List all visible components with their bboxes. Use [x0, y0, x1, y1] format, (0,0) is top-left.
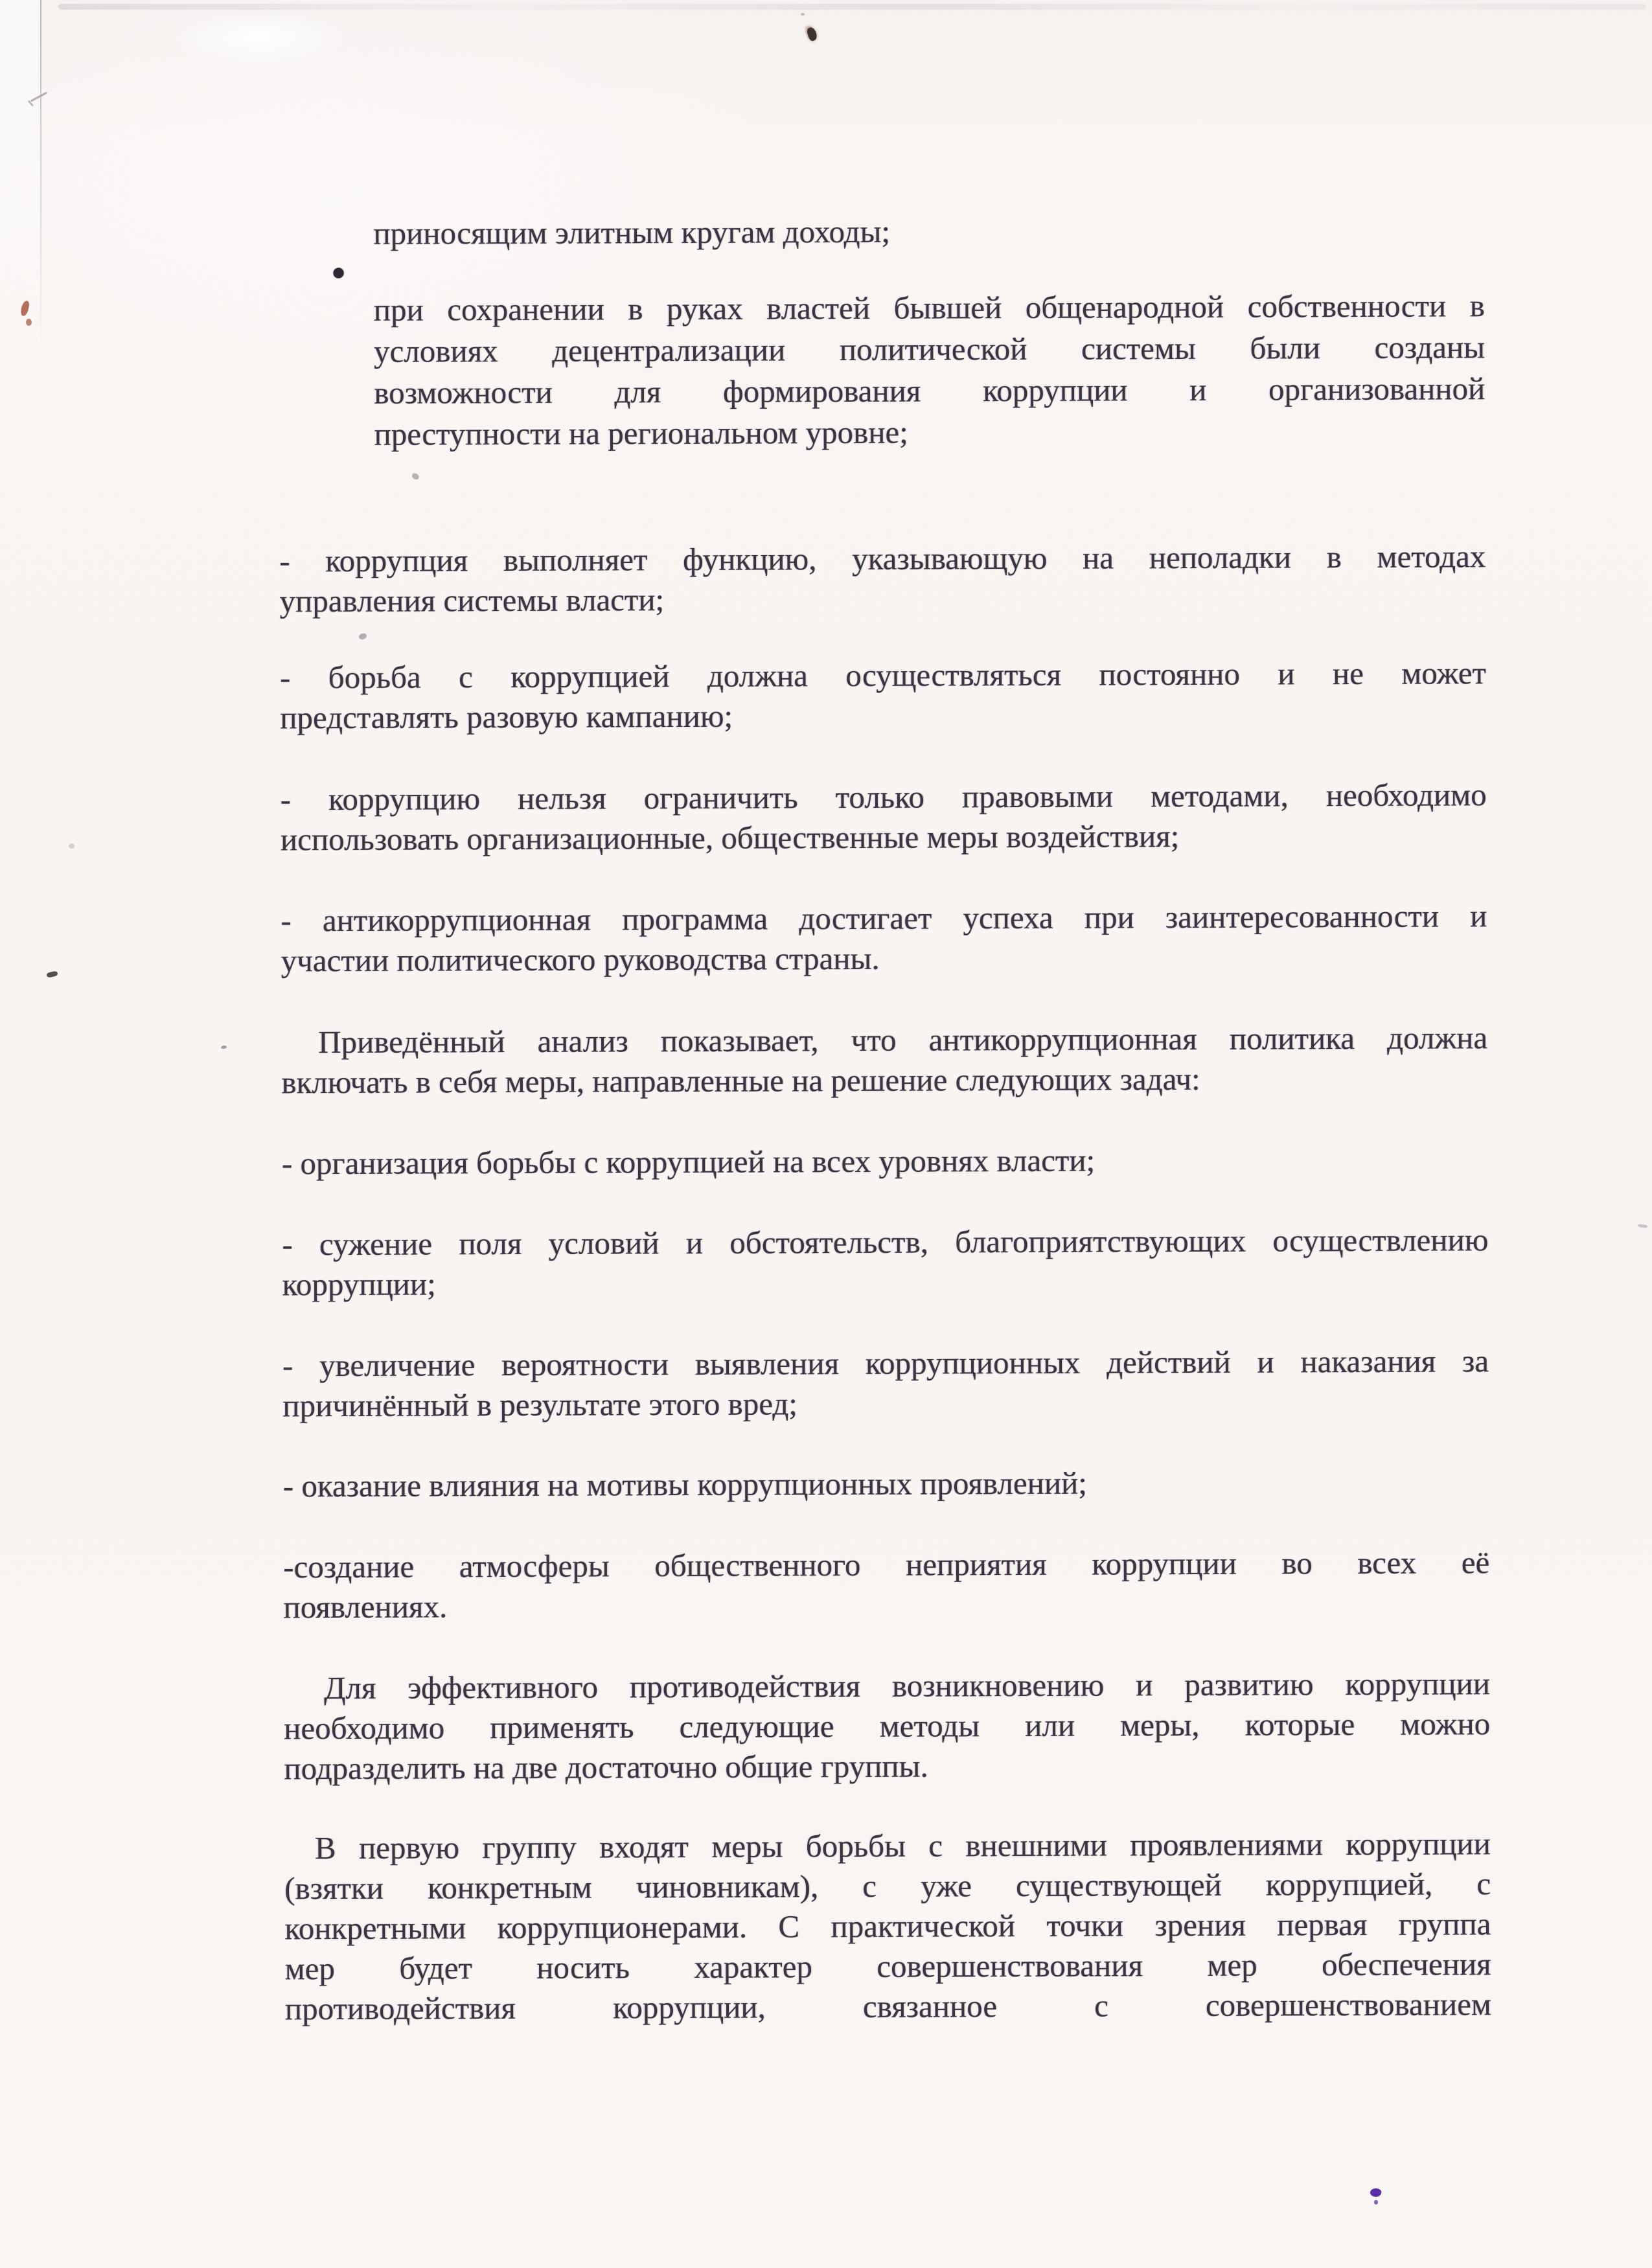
task-item-organization [282, 1139, 1488, 1184]
text-line: (взятки конкретным чиновникам), с уже существующей коррупцией, с [284, 1866, 1491, 1907]
text-line: Для эффективного противодействия возникновению и развитию коррупции [323, 1666, 1491, 1706]
text-line: участии политического руководства страны. [281, 940, 880, 979]
text-line: причинённый в результате этого вред; [282, 1386, 798, 1424]
text-line: подразделить на две достаточно общие группы. [284, 1748, 928, 1787]
text-line: возможности для формирования коррупции и организованной [374, 371, 1486, 411]
text-line: необходимо применять следующие методы или меры, которые можно [284, 1706, 1491, 1747]
text-line: появлениях. [283, 1588, 448, 1625]
text-line: - борьба с коррупцией должна осуществляться постоянно и не может [279, 655, 1487, 696]
bullet-list-item [374, 285, 1486, 455]
text-line: противодействия коррупции, связанное с совершенствованием [284, 1986, 1492, 2027]
text-line: коррупции; [282, 1266, 436, 1303]
text-line: - организация борьбы с коррупцией на всех уровнях власти; [281, 1142, 1096, 1182]
text-line: - коррупцию нельзя ограничить только правовыми методами, необходимо [280, 777, 1487, 818]
text-line: приносящим элитным кругам доходы; [373, 213, 891, 251]
text-line: мер будет носить характер совершенствования мер обеспечения [284, 1946, 1491, 1987]
text-line: использовать организационные, общественные меры воздействия; [280, 818, 1180, 858]
text-line: управления системы власти; [279, 582, 665, 619]
text-line: -создание атмосферы общественного неприятия коррупции во всех её [283, 1544, 1490, 1585]
text-line: - оказание влияния на мотивы коррупционных проявлений; [282, 1465, 1088, 1504]
task-item-public-rejection [283, 1542, 1489, 1627]
paragraph-methods-groups [284, 1664, 1491, 1789]
dash-item-program-success [281, 896, 1487, 981]
text-line: включать в себя меры, направленные на решение следующих задач: [281, 1060, 1200, 1101]
text-line: - увеличение вероятности выявления коррупционных действий и наказания за [282, 1343, 1489, 1384]
text-line: представлять разовую кампанию; [280, 698, 733, 736]
text-line: условиях децентрализации политической системы были созданы [373, 329, 1486, 369]
text-line: В первую группу входят меры борьбы с внешними проявлениями коррупции [314, 1826, 1491, 1866]
paragraph-analysis-intro [281, 1018, 1487, 1103]
task-item-motives-influence [283, 1461, 1489, 1506]
paragraph-first-group [284, 1824, 1491, 2029]
text-line: конкретными коррупционерами. С практической точки зрения первая группа [284, 1906, 1491, 1947]
text-line: - коррупция выполняет функцию, указывающую на неполадки в методах [279, 538, 1486, 579]
task-item-detection-probability [282, 1341, 1489, 1426]
dash-item-corruption-function [279, 536, 1486, 621]
bullet-icon: • [330, 247, 347, 298]
text-line: при сохранении в руках властей бывшей общенародной собственности в [373, 288, 1485, 328]
text-line: - антикоррупционная программа достигает успеха при заинтересованности и [281, 898, 1487, 939]
dash-item-legal-methods [281, 775, 1487, 860]
text-line: Приведённый анализ показывает, что антикоррупционная политика должна [318, 1020, 1488, 1060]
list-item-continuation-line [373, 209, 1484, 254]
text-line: - сужение поля условий и обстоятельств, благоприятствующих осуществлению [282, 1222, 1489, 1263]
task-item-narrowing-conditions [282, 1220, 1488, 1305]
dash-item-constant-fight [280, 653, 1486, 738]
text-line: преступности на региональном уровне; [374, 414, 908, 452]
